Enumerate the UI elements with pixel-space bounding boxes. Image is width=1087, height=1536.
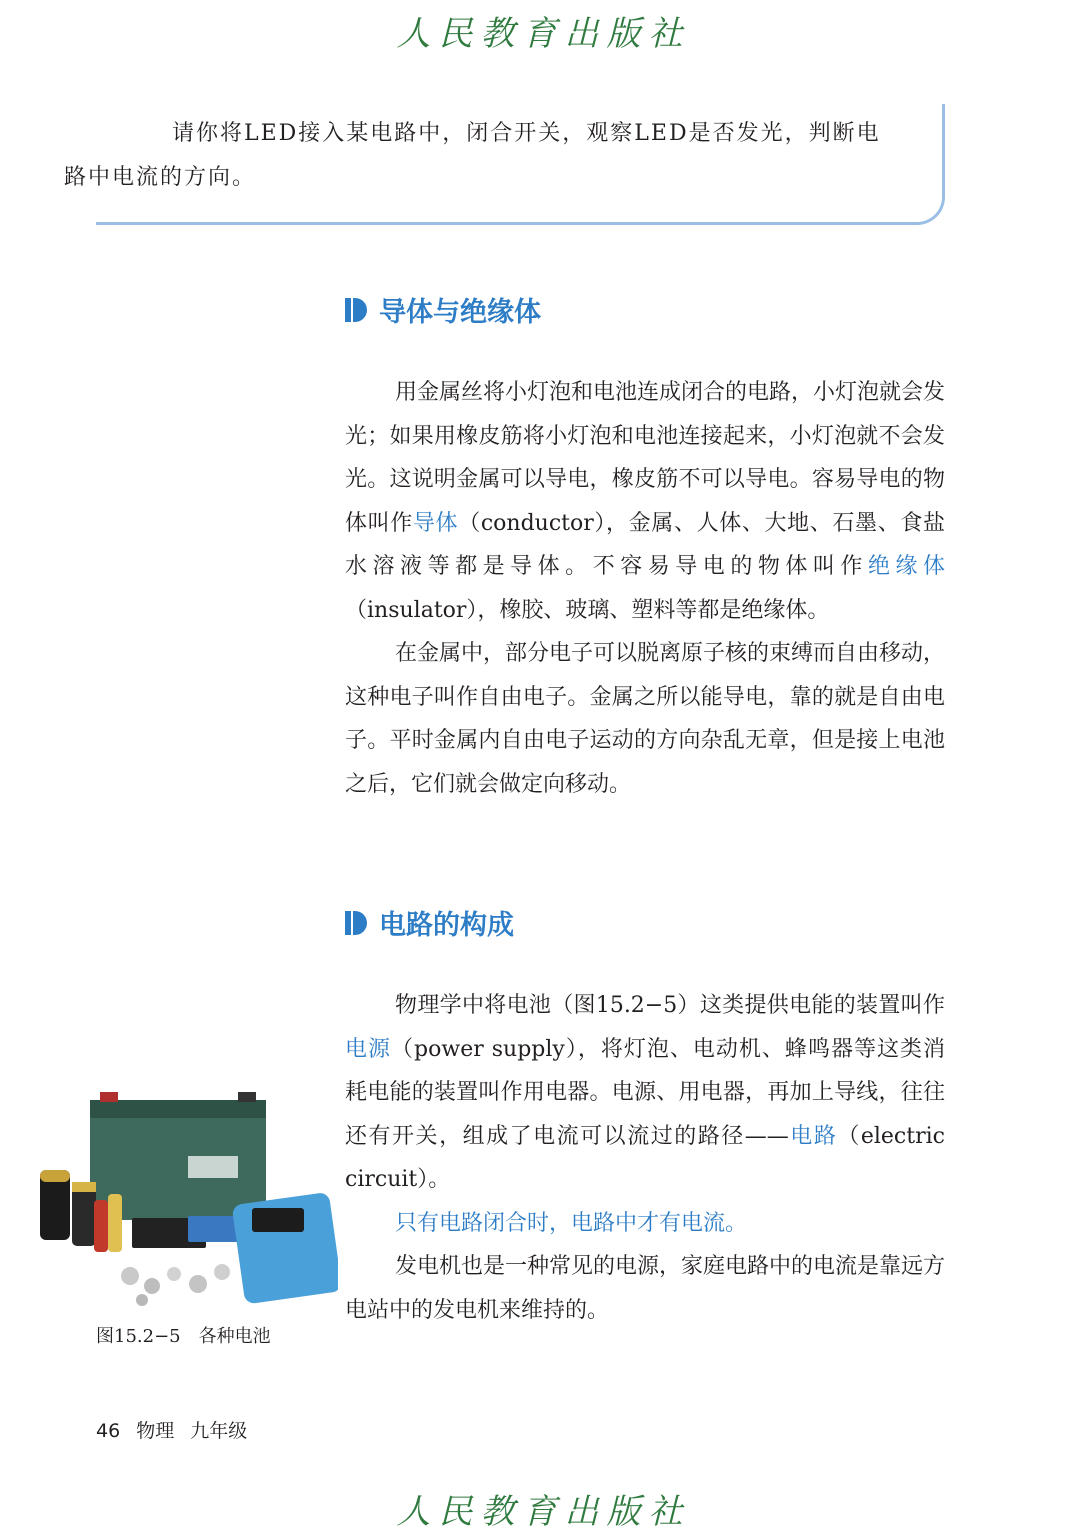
keyword-circuit: 电路 xyxy=(788,1123,838,1149)
page-footer xyxy=(96,1416,247,1443)
activity-text xyxy=(64,112,924,200)
text: 用金属丝将小灯泡和电池连成闭合的电路，小灯泡就会发光；如果用橡皮筋将小灯泡和电池连接起来，小灯泡就不会发光。这说明金属可以导电，橡皮筋不可以导电。容易导电的物体叫作 xyxy=(345,380,946,536)
publisher-logo-top: 人民教育出版社 xyxy=(396,14,691,54)
section-title: 导体与绝缘体 xyxy=(379,297,541,328)
subject-label: 物理 xyxy=(136,1420,175,1442)
section1-body xyxy=(345,371,945,806)
section2-body xyxy=(345,984,945,1332)
activity-line-2: 路中电流的方向。 xyxy=(64,165,257,190)
figure-caption: 图15.2−5 各种电池 xyxy=(96,1326,271,1347)
paragraph: 发电机也是一种常见的电源，家庭电路中的电流是靠远方电站中的发电机来维持的。 xyxy=(345,1254,946,1323)
paragraph xyxy=(345,371,945,632)
text: （power supply），将灯泡、电动机、蜂鸣器等这类消耗电能的装置叫作用电器。电源、用电器，再加上导线，往往还有开关，组成了电流可以流过的路径—— xyxy=(345,1036,945,1149)
section-marker-icon xyxy=(345,298,367,322)
activity-line-1: 请你将LED接入某电路中，闭合开关，观察LED是否发光，判断电 xyxy=(172,121,881,146)
keyword-conductor: 导体 xyxy=(412,510,459,536)
text: （electric circuit）。 xyxy=(345,1123,945,1192)
section-marker-icon xyxy=(345,911,367,935)
text: 物理学中将电池（图15.2−5）这类提供电能的装置叫作 xyxy=(395,993,945,1018)
publisher-logo-bottom: 人民教育出版社 xyxy=(396,1492,691,1532)
keyword-power-supply: 电源 xyxy=(345,1036,392,1062)
page-number: 46 xyxy=(96,1420,121,1442)
text: （conductor），金属、人体、大地、石墨、食盐水溶液等都是导体。不容易导电的物体叫作 xyxy=(345,510,945,579)
paragraph: 在金属中，部分电子可以脱离原子核的束缚而自由移动，这种电子叫作自由电子。金属之所以能导电，靠的就是自由电子。平时金属内自由电子运动的方向杂乱无章，但是接上电池之后，它们就会做定向移动。 xyxy=(345,641,946,797)
activity-line xyxy=(64,112,924,200)
section-heading-circuit xyxy=(345,903,514,942)
battery-figure xyxy=(38,1090,338,1314)
key-statement: 只有电路闭合时，电路中才有电流。 xyxy=(395,1210,748,1236)
grade-label: 九年级 xyxy=(190,1420,248,1442)
paragraph xyxy=(345,984,945,1202)
section-title: 电路的构成 xyxy=(379,910,514,941)
section-heading-conductors xyxy=(345,290,541,329)
keyword-insulator: 绝缘体 xyxy=(867,554,945,579)
text: （insulator），橡胶、玻璃、塑料等都是绝缘体。 xyxy=(345,597,830,623)
